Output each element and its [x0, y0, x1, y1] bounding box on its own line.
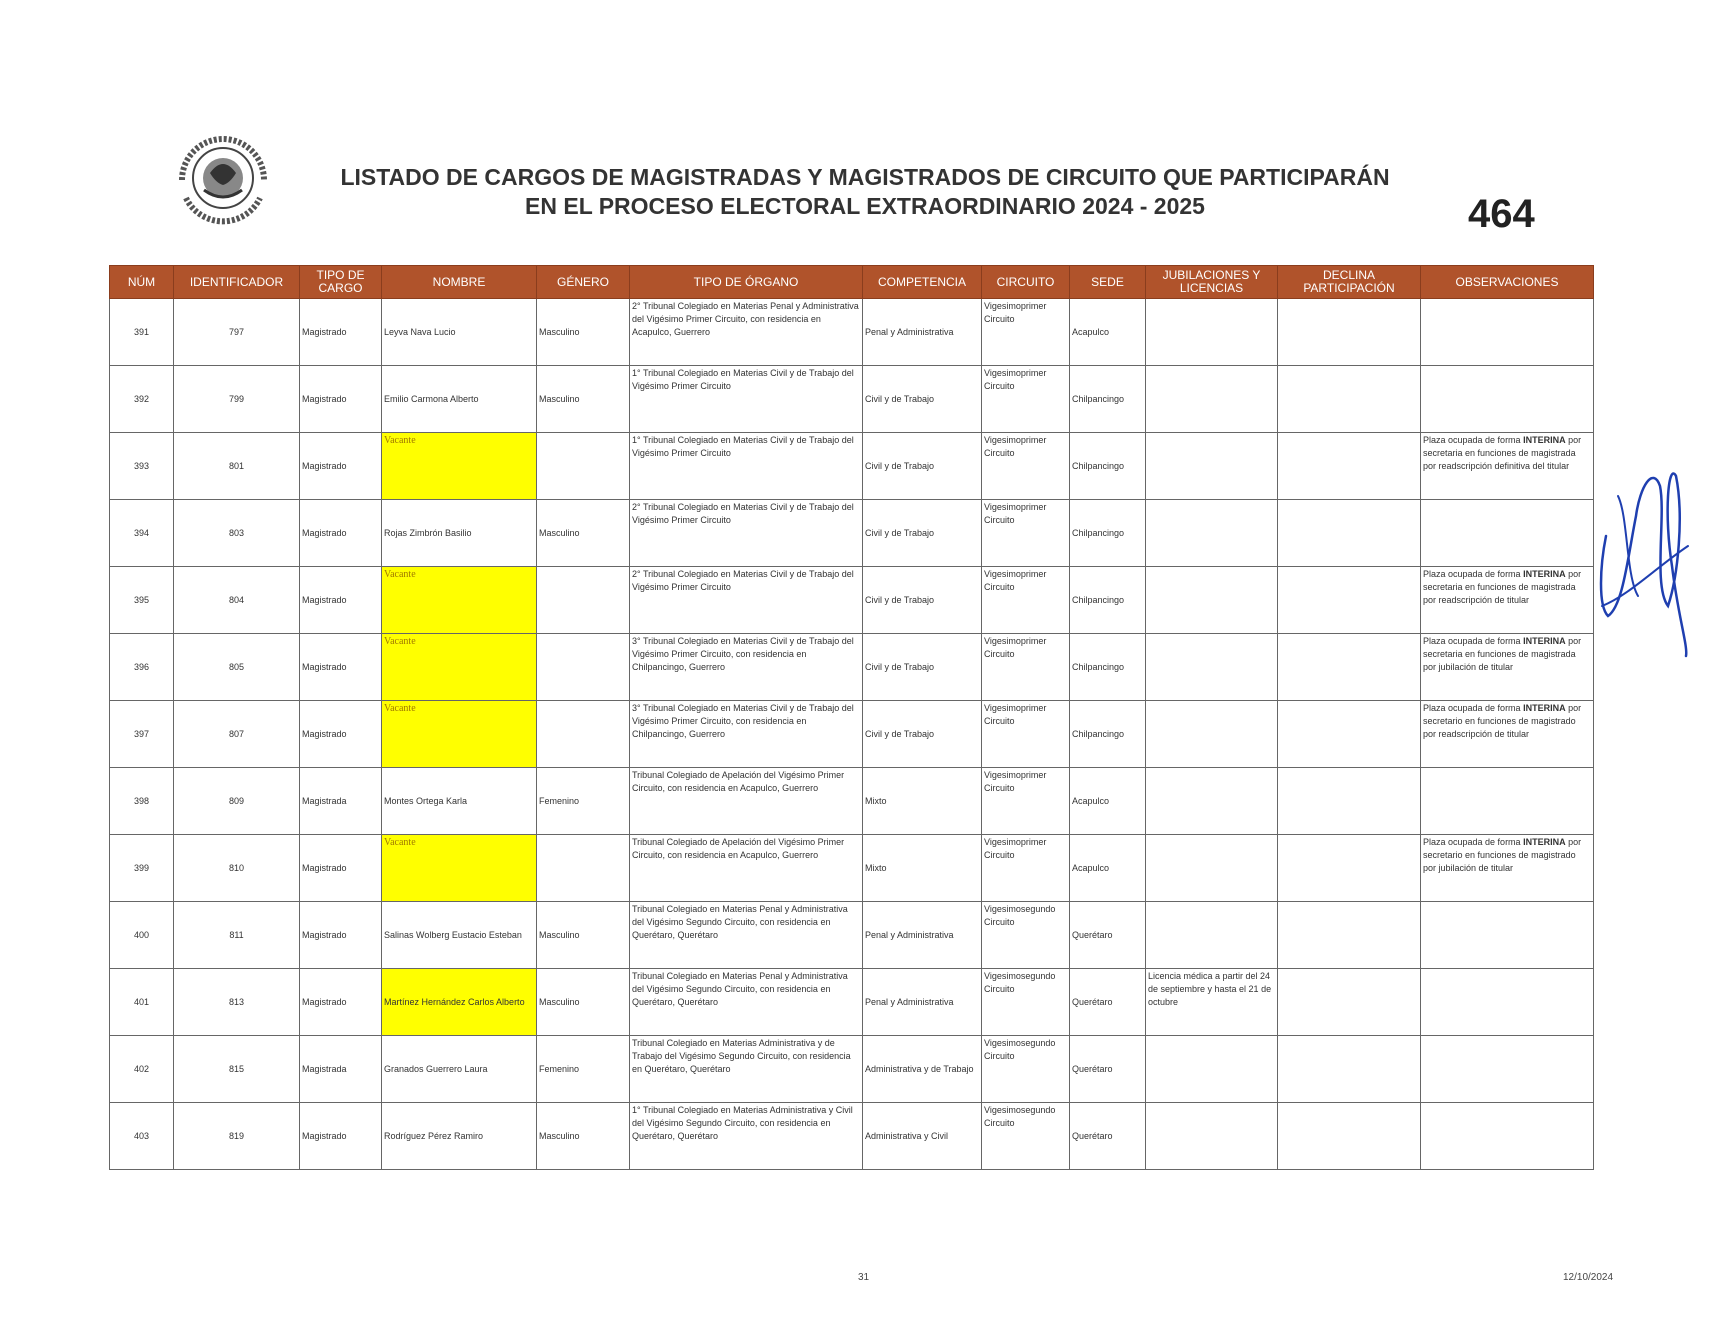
- cell-cargo: Magistrado: [300, 701, 382, 768]
- cell-circuito: Vigesimoprimer Circuito: [982, 433, 1070, 500]
- stamped-page-number: 464: [1468, 192, 1535, 236]
- cell-cargo: Magistrado: [300, 634, 382, 701]
- table-row: [110, 969, 1594, 1036]
- table-row: [110, 1036, 1594, 1103]
- cell-genero: [537, 634, 630, 701]
- cell-observaciones: Plaza ocupada de forma INTERINA por secretaria en funciones de magistrada por readscripción definitiva del titular: [1421, 433, 1594, 500]
- cell-cargo: Magistrado: [300, 500, 382, 567]
- col-header-tipo-organo: TIPO DE ÓRGANO: [630, 266, 863, 299]
- cell-licencias: Licencia médica a partir del 24 de septiembre y hasta el 21 de octubre: [1146, 969, 1278, 1036]
- col-header-num: NÚM: [110, 266, 174, 299]
- cell-num: 400: [110, 902, 174, 969]
- table-header-row: [110, 266, 1594, 299]
- cell-observaciones: Plaza ocupada de forma INTERINA por secretario en funciones de magistrado por jubilación de titular: [1421, 835, 1594, 902]
- cell-circuito: Vigesimosegundo Circuito: [982, 1103, 1070, 1170]
- cell-nombre: Rojas Zimbrón Basilio: [382, 500, 537, 567]
- cell-nombre-vacante: Vacante: [382, 701, 537, 768]
- cell-observaciones: [1421, 1036, 1594, 1103]
- cell-observaciones: Plaza ocupada de forma INTERINA por secretaria en funciones de magistrada por jubilación de titular: [1421, 634, 1594, 701]
- cell-nombre: Montes Ortega Karla: [382, 768, 537, 835]
- title-line-1: LISTADO DE CARGOS DE MAGISTRADAS Y MAGISTRADOS DE CIRCUITO QUE PARTICIPARÁN: [340, 164, 1390, 190]
- cell-id: 810: [174, 835, 300, 902]
- cell-id: 813: [174, 969, 300, 1036]
- cell-licencias: [1146, 1103, 1278, 1170]
- cell-organo: 1° Tribunal Colegiado en Materias Civil y de Trabajo del Vigésimo Primer Circuito: [630, 433, 863, 500]
- col-header-declina: DECLINA PARTICIPACIÓN: [1278, 266, 1421, 299]
- cell-circuito: Vigesimoprimer Circuito: [982, 634, 1070, 701]
- cell-observaciones: [1421, 299, 1594, 366]
- cell-id: 811: [174, 902, 300, 969]
- cell-sede: Acapulco: [1070, 299, 1146, 366]
- cell-competencia: Penal y Administrativa: [863, 969, 982, 1036]
- cell-sede: Chilpancingo: [1070, 433, 1146, 500]
- cell-declina: [1278, 299, 1421, 366]
- footer-page-number: 31: [858, 1272, 870, 1283]
- cell-declina: [1278, 433, 1421, 500]
- cell-declina: [1278, 969, 1421, 1036]
- senate-seal-logo: [160, 128, 286, 228]
- cell-competencia: Civil y de Trabajo: [863, 701, 982, 768]
- cell-cargo: Magistrado: [300, 969, 382, 1036]
- cell-num: 395: [110, 567, 174, 634]
- col-header-jubilaciones: JUBILACIONES Y LICENCIAS: [1146, 266, 1278, 299]
- cell-sede: Querétaro: [1070, 1103, 1146, 1170]
- cell-genero: Femenino: [537, 768, 630, 835]
- cell-nombre: Salinas Wolberg Eustacio Esteban: [382, 902, 537, 969]
- cell-cargo: Magistrado: [300, 299, 382, 366]
- cell-num: 402: [110, 1036, 174, 1103]
- cell-declina: [1278, 1103, 1421, 1170]
- cell-competencia: Civil y de Trabajo: [863, 500, 982, 567]
- cell-num: 396: [110, 634, 174, 701]
- cell-nombre-vacante: Vacante: [382, 567, 537, 634]
- cell-nombre-vacante: Vacante: [382, 433, 537, 500]
- cell-licencias: [1146, 299, 1278, 366]
- cell-competencia: Civil y de Trabajo: [863, 634, 982, 701]
- cell-num: 397: [110, 701, 174, 768]
- cell-circuito: Vigesimosegundo Circuito: [982, 1036, 1070, 1103]
- col-header-sede: SEDE: [1070, 266, 1146, 299]
- cell-cargo: Magistrada: [300, 1036, 382, 1103]
- cell-declina: [1278, 366, 1421, 433]
- cell-organo: 3° Tribunal Colegiado en Materias Civil y de Trabajo del Vigésimo Primer Circuito, con residencia en Chilpancingo, Guerrero: [630, 701, 863, 768]
- cell-cargo: Magistrado: [300, 433, 382, 500]
- cell-nombre: Emilio Carmona Alberto: [382, 366, 537, 433]
- cell-licencias: [1146, 902, 1278, 969]
- cell-genero: [537, 567, 630, 634]
- table-row: [110, 299, 1594, 366]
- cell-organo: 2° Tribunal Colegiado en Materias Civil y de Trabajo del Vigésimo Primer Circuito: [630, 567, 863, 634]
- cell-id: 819: [174, 1103, 300, 1170]
- table-row: [110, 567, 1594, 634]
- cell-declina: [1278, 835, 1421, 902]
- cell-id: 797: [174, 299, 300, 366]
- col-header-circuito: CIRCUITO: [982, 266, 1070, 299]
- cell-cargo: Magistrado: [300, 567, 382, 634]
- cell-id: 809: [174, 768, 300, 835]
- magistrates-table: [109, 265, 1594, 1170]
- cell-cargo: Magistrado: [300, 835, 382, 902]
- cell-competencia: Civil y de Trabajo: [863, 366, 982, 433]
- cell-num: 391: [110, 299, 174, 366]
- table-row: [110, 835, 1594, 902]
- cell-organo: Tribunal Colegiado de Apelación del Vigésimo Primer Circuito, con residencia en Acapulco, Guerrero: [630, 768, 863, 835]
- cell-declina: [1278, 634, 1421, 701]
- cell-circuito: Vigesimoprimer Circuito: [982, 299, 1070, 366]
- cell-circuito: Vigesimoprimer Circuito: [982, 500, 1070, 567]
- table-row: [110, 701, 1594, 768]
- cell-genero: Femenino: [537, 1036, 630, 1103]
- table-row: [110, 500, 1594, 567]
- table-row: [110, 433, 1594, 500]
- cell-observaciones: [1421, 969, 1594, 1036]
- cell-competencia: Mixto: [863, 835, 982, 902]
- col-header-observaciones: OBSERVACIONES: [1421, 266, 1594, 299]
- cell-genero: Masculino: [537, 902, 630, 969]
- cell-competencia: Administrativa y Civil: [863, 1103, 982, 1170]
- cell-sede: Chilpancingo: [1070, 701, 1146, 768]
- cell-observaciones: Plaza ocupada de forma INTERINA por secretaria en funciones de magistrada por readscripción de titular: [1421, 567, 1594, 634]
- cell-id: 803: [174, 500, 300, 567]
- cell-organo: 1° Tribunal Colegiado en Materias Administrativa y Civil del Vigésimo Segundo Circuito, con residencia en Querétaro, Querétaro: [630, 1103, 863, 1170]
- cell-organo: Tribunal Colegiado en Materias Penal y Administrativa del Vigésimo Segundo Circuito, con residencia en Querétaro, Querétaro: [630, 902, 863, 969]
- cell-id: 805: [174, 634, 300, 701]
- table-row: [110, 1103, 1594, 1170]
- cell-genero: Masculino: [537, 1103, 630, 1170]
- cell-num: 398: [110, 768, 174, 835]
- cell-organo: 1° Tribunal Colegiado en Materias Civil y de Trabajo del Vigésimo Primer Circuito: [630, 366, 863, 433]
- cell-nombre: Leyva Nava Lucio: [382, 299, 537, 366]
- cell-cargo: Magistrada: [300, 768, 382, 835]
- cell-circuito: Vigesimoprimer Circuito: [982, 366, 1070, 433]
- cell-num: 399: [110, 835, 174, 902]
- cell-circuito: Vigesimoprimer Circuito: [982, 835, 1070, 902]
- footer-date: 12/10/2024: [1563, 1272, 1614, 1283]
- cell-competencia: Civil y de Trabajo: [863, 567, 982, 634]
- cell-num: 401: [110, 969, 174, 1036]
- cell-declina: [1278, 500, 1421, 567]
- cell-declina: [1278, 902, 1421, 969]
- cell-licencias: [1146, 567, 1278, 634]
- cell-circuito: Vigesimoprimer Circuito: [982, 701, 1070, 768]
- cell-cargo: Magistrado: [300, 1103, 382, 1170]
- cell-licencias: [1146, 366, 1278, 433]
- cell-circuito: Vigesimosegundo Circuito: [982, 902, 1070, 969]
- cell-licencias: [1146, 701, 1278, 768]
- cell-genero: [537, 433, 630, 500]
- cell-num: 393: [110, 433, 174, 500]
- cell-sede: Acapulco: [1070, 835, 1146, 902]
- cell-genero: Masculino: [537, 500, 630, 567]
- cell-competencia: Mixto: [863, 768, 982, 835]
- cell-organo: Tribunal Colegiado de Apelación del Vigésimo Primer Circuito, con residencia en Acapulco, Guerrero: [630, 835, 863, 902]
- cell-nombre-vacante: Vacante: [382, 835, 537, 902]
- cell-cargo: Magistrado: [300, 366, 382, 433]
- cell-sede: Chilpancingo: [1070, 567, 1146, 634]
- document-title: [300, 163, 1430, 221]
- cell-nombre-vacante: Vacante: [382, 634, 537, 701]
- col-header-genero: GÉNERO: [537, 266, 630, 299]
- cell-num: 394: [110, 500, 174, 567]
- cell-declina: [1278, 701, 1421, 768]
- cell-licencias: [1146, 1036, 1278, 1103]
- cell-sede: Querétaro: [1070, 902, 1146, 969]
- cell-cargo: Magistrado: [300, 902, 382, 969]
- cell-sede: Chilpancingo: [1070, 634, 1146, 701]
- cell-sede: Acapulco: [1070, 768, 1146, 835]
- cell-num: 403: [110, 1103, 174, 1170]
- cell-id: 801: [174, 433, 300, 500]
- cell-licencias: [1146, 500, 1278, 567]
- cell-genero: [537, 835, 630, 902]
- title-line-2: EN EL PROCESO ELECTORAL EXTRAORDINARIO 2024 - 2025: [525, 193, 1205, 219]
- cell-nombre-highlighted: Martínez Hernández Carlos Alberto: [382, 969, 537, 1036]
- cell-organo: 2° Tribunal Colegiado en Materias Penal y Administrativa del Vigésimo Primer Circuito, con residencia en Acapulco, Guerrero: [630, 299, 863, 366]
- col-header-identificador: IDENTIFICADOR: [174, 266, 300, 299]
- cell-competencia: Civil y de Trabajo: [863, 433, 982, 500]
- col-header-competencia: COMPETENCIA: [863, 266, 982, 299]
- cell-sede: Querétaro: [1070, 969, 1146, 1036]
- cell-observaciones: [1421, 902, 1594, 969]
- cell-observaciones: [1421, 366, 1594, 433]
- cell-genero: Masculino: [537, 366, 630, 433]
- col-header-nombre: NOMBRE: [382, 266, 537, 299]
- table-row: [110, 902, 1594, 969]
- cell-observaciones: Plaza ocupada de forma INTERINA por secretario en funciones de magistrado por readscripción de titular: [1421, 701, 1594, 768]
- cell-declina: [1278, 1036, 1421, 1103]
- cell-licencias: [1146, 634, 1278, 701]
- cell-observaciones: [1421, 1103, 1594, 1170]
- cell-num: 392: [110, 366, 174, 433]
- cell-sede: Chilpancingo: [1070, 500, 1146, 567]
- cell-id: 807: [174, 701, 300, 768]
- table-row: [110, 634, 1594, 701]
- cell-licencias: [1146, 835, 1278, 902]
- cell-organo: Tribunal Colegiado en Materias Penal y Administrativa del Vigésimo Segundo Circuito, con residencia en Querétaro, Querétaro: [630, 969, 863, 1036]
- table-row: [110, 768, 1594, 835]
- cell-declina: [1278, 567, 1421, 634]
- cell-observaciones: [1421, 768, 1594, 835]
- cell-declina: [1278, 768, 1421, 835]
- cell-circuito: Vigesimosegundo Circuito: [982, 969, 1070, 1036]
- cell-competencia: Penal y Administrativa: [863, 902, 982, 969]
- cell-organo: 3° Tribunal Colegiado en Materias Civil y de Trabajo del Vigésimo Primer Circuito, con residencia en Chilpancingo, Guerrero: [630, 634, 863, 701]
- cell-licencias: [1146, 768, 1278, 835]
- cell-id: 815: [174, 1036, 300, 1103]
- cell-sede: Chilpancingo: [1070, 366, 1146, 433]
- cell-competencia: Administrativa y de Trabajo: [863, 1036, 982, 1103]
- cell-organo: Tribunal Colegiado en Materias Administrativa y de Trabajo del Vigésimo Segundo Circuito, con residencia en Querétaro, Querétaro: [630, 1036, 863, 1103]
- cell-circuito: Vigesimoprimer Circuito: [982, 768, 1070, 835]
- cell-id: 804: [174, 567, 300, 634]
- cell-competencia: Penal y Administrativa: [863, 299, 982, 366]
- cell-organo: 2° Tribunal Colegiado en Materias Civil y de Trabajo del Vigésimo Primer Circuito: [630, 500, 863, 567]
- handwritten-signature: [1598, 456, 1690, 666]
- cell-genero: [537, 701, 630, 768]
- cell-nombre: Granados Guerrero Laura: [382, 1036, 537, 1103]
- col-header-tipo-cargo: TIPO DE CARGO: [300, 266, 382, 299]
- table-row: [110, 366, 1594, 433]
- cell-id: 799: [174, 366, 300, 433]
- cell-sede: Querétaro: [1070, 1036, 1146, 1103]
- cell-genero: Masculino: [537, 299, 630, 366]
- cell-licencias: [1146, 433, 1278, 500]
- cell-genero: Masculino: [537, 969, 630, 1036]
- cell-circuito: Vigesimoprimer Circuito: [982, 567, 1070, 634]
- cell-nombre: Rodríguez Pérez Ramiro: [382, 1103, 537, 1170]
- cell-observaciones: [1421, 500, 1594, 567]
